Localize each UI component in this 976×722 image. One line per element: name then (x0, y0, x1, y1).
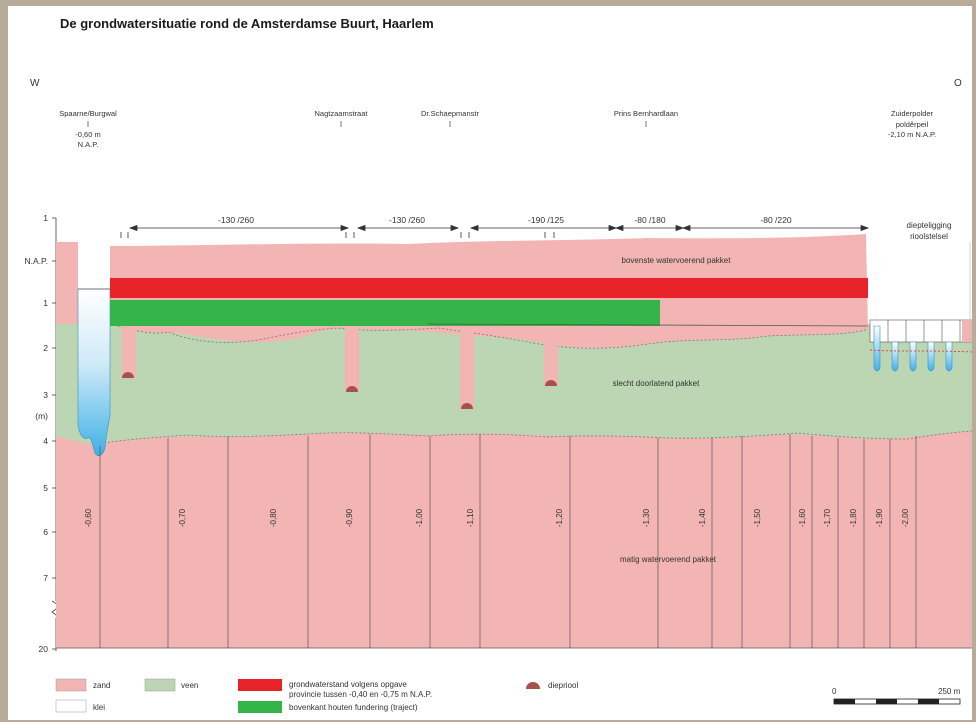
legend-swatch-klei (56, 700, 86, 712)
legend (56, 679, 578, 713)
legend-swatch-veen (145, 679, 175, 691)
street-polderpeil: polderpeil (895, 120, 929, 129)
spaarne-water (78, 289, 110, 456)
street-labels (59, 109, 936, 149)
distance-markers (121, 226, 868, 239)
scale-bar (832, 687, 961, 704)
west-label: W (30, 78, 40, 89)
legend-diepriool-icon (526, 682, 540, 689)
distance-1: -130 /260 (218, 215, 254, 225)
legend-label-fundering: bovenkant houten fundering (traject) (289, 703, 418, 712)
legend-swatch-zand (56, 679, 86, 691)
layer-veen (56, 324, 972, 444)
axis-label-4: 4 (43, 436, 48, 446)
figure-title: De grondwatersituatie rond de Amsterdamse Buurt, Haarlem (60, 16, 434, 31)
fundering-bar (110, 300, 660, 326)
distance-3: -190 /125 (528, 215, 564, 225)
legend-label-zand: zand (93, 681, 111, 690)
legend-label-veen: veen (181, 681, 199, 690)
street-polderpeil-nap: -2,10 m N.A.P. (887, 130, 937, 139)
street-spaarne-nap: N.A.P. (77, 140, 99, 149)
level-label: -0,80 (269, 508, 278, 528)
groundwater-bar (110, 278, 868, 298)
layer-label-bottom: matig watervoerend pakket (619, 555, 717, 564)
scale-start: 0 (832, 687, 837, 696)
cross-section-diagram (8, 6, 972, 720)
distance-labels (218, 215, 792, 225)
level-label: -1,40 (698, 508, 707, 528)
legend-label-diepriool: diepriool (548, 681, 579, 690)
legend-swatch-fundering (238, 701, 282, 713)
layer-label-middle: slecht doorlatend pakket (612, 379, 700, 388)
axis-label-2: 2 (43, 343, 48, 353)
level-label: -0,90 (345, 508, 354, 528)
legend-label-groundwater-2: provincie tussen -0,40 en -0,75 m N.A.P. (289, 690, 433, 699)
street-bernhard: Prins Bernhardlaan (613, 109, 679, 118)
depth-axis (25, 213, 60, 654)
left-bank (56, 242, 78, 324)
street-schaepman: Dr.Schaepmanstr (421, 109, 479, 118)
axis-label-7: 7 (43, 573, 48, 583)
level-label: -1,20 (555, 508, 564, 528)
street-zuiderpolder: Zuiderpolder (890, 109, 934, 118)
distance-5: -80 /220 (760, 215, 792, 225)
legend-swatch-groundwater (238, 679, 282, 691)
depth-note-1: diepteligging (906, 221, 952, 230)
level-label: -1,60 (798, 508, 807, 528)
level-label: -1,90 (875, 508, 884, 528)
layer-label-top: bovenste watervoerend pakket (621, 256, 731, 265)
street-spaarne: Spaarne/Burgwal (59, 109, 117, 118)
street-spaarne-level: -0,60 m (75, 130, 101, 139)
axis-label-20: 20 (38, 644, 48, 654)
scale-end: 250 m (938, 687, 961, 696)
level-label: -1,70 (823, 508, 832, 528)
level-label: -1,50 (753, 508, 762, 528)
level-label: -1,00 (415, 508, 424, 528)
distance-4: -80 /180 (634, 215, 666, 225)
axis-label-plus1: 1 (43, 213, 48, 223)
east-label: O (954, 78, 962, 89)
figure-frame (8, 6, 972, 720)
level-label: -0,60 (84, 508, 93, 528)
legend-label-klei: klei (93, 703, 106, 712)
level-label: -2,00 (901, 508, 910, 528)
axis-label-nap: N.A.P. (24, 256, 48, 266)
axis-label-3: 3 (43, 390, 48, 400)
level-label: -1,10 (466, 508, 475, 528)
distance-2: -130 /260 (389, 215, 425, 225)
level-label: -1,30 (642, 508, 651, 528)
depth-note-2: rioolstelsel (910, 232, 948, 241)
axis-label-5: 5 (43, 483, 48, 493)
axis-label-6: 6 (43, 527, 48, 537)
legend-label-groundwater-1: grondwaterstand volgens opgave (289, 680, 407, 689)
level-label: -1,80 (849, 508, 858, 528)
layer-zand-bottom (56, 426, 972, 648)
street-nagtzaam: Nagtzaamstraat (314, 109, 368, 118)
level-label: -0,70 (178, 508, 187, 528)
axis-label-unit: (m) (35, 411, 48, 421)
axis-label-1: 1 (43, 298, 48, 308)
